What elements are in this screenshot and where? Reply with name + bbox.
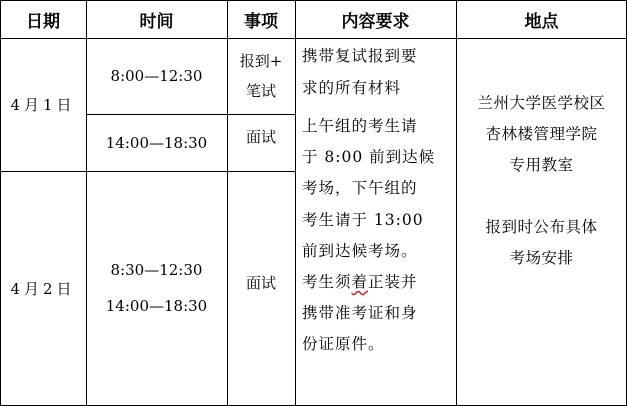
requirement-line-dress xyxy=(302,267,454,298)
date-cell-apr2: 4月2日 xyxy=(10,279,76,298)
location-line: 杏林楼管理学院 xyxy=(485,125,598,143)
time-cell-apr1-afternoon: 14:00—18:30 xyxy=(105,133,208,152)
requirement-line: 考场，下午组的 xyxy=(302,179,418,198)
location-line: 考场安排 xyxy=(509,249,574,267)
requirement-line: 求的所有材料 xyxy=(302,79,402,97)
location-cell xyxy=(456,88,627,274)
location-line: 专用教室 xyxy=(509,156,574,174)
requirement-line: 份证原件。 xyxy=(302,335,385,354)
requirement-text: 考生须 xyxy=(302,273,352,292)
time-line: 14:00—18:30 xyxy=(105,297,208,315)
requirement-line: 前到达候考场。 xyxy=(302,241,418,260)
requirement-line: 上午组的考生请 xyxy=(302,117,418,135)
location-line: 报到时公布具体 xyxy=(485,218,598,236)
location-line: 兰州大学医学校区 xyxy=(477,94,606,112)
requirement-text: 正装并 xyxy=(368,273,418,292)
spellcheck-marked-word: 着 xyxy=(351,273,369,292)
col-rule-3 xyxy=(295,0,296,406)
time-cell-apr2 xyxy=(86,171,227,405)
time-cell-apr1-morning: 8:00—12:30 xyxy=(110,67,203,85)
requirement-line: 携带准考证和身 xyxy=(302,304,418,323)
time-line: 8:30—12:30 xyxy=(110,261,203,279)
item-cell-apr1-morning xyxy=(227,38,295,114)
header-location: 地点 xyxy=(524,11,559,32)
requirement-line: 考生请于 13:00 xyxy=(302,210,424,229)
item-line: 报到+ xyxy=(239,52,283,70)
item-line: 笔试 xyxy=(245,82,276,100)
header-requirement: 内容要求 xyxy=(341,11,410,32)
date-cell-apr1: 4月1日 xyxy=(10,96,76,114)
header-time: 时间 xyxy=(139,11,174,32)
header-date: 日期 xyxy=(26,11,60,32)
location-spacer xyxy=(456,181,627,212)
header-item: 事项 xyxy=(244,11,278,32)
requirement-cell-apr1-morning xyxy=(302,40,454,104)
requirement-line: 携带复试报到要 xyxy=(302,47,418,65)
item-cell-apr2: 面试 xyxy=(245,273,276,292)
requirement-cell-shared xyxy=(302,111,454,361)
requirement-line: 于 8:00 前到达候 xyxy=(302,148,436,167)
item-cell-apr1-afternoon: 面试 xyxy=(245,127,276,146)
